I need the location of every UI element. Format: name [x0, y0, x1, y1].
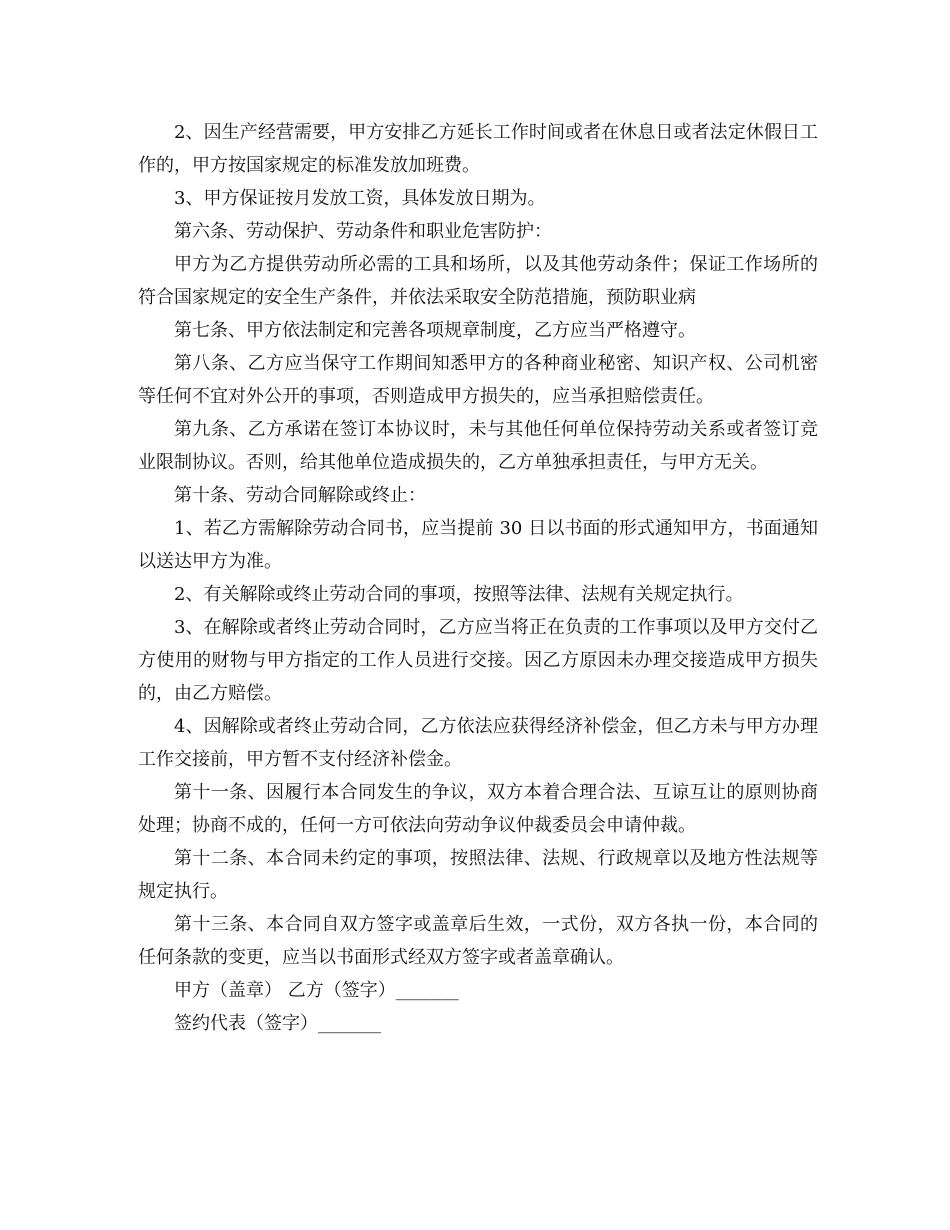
paragraph-termination-notice: 1、若乙方需解除劳动合同书，应当提前 30 日以书面的形式通知甲方，书面通知以送达甲方为准。	[138, 518, 818, 572]
signature-line-parties: 甲方（盖章） 乙方（签字）_______	[174, 980, 459, 1001]
contract-body	[138, 116, 818, 1040]
paragraph-article-11: 第十一条、因履行本合同发生的争议，双方本着合理合法、互谅互让的原则协商处理；协商不成的，任何一方可依法向劳动争议仲裁委员会申请仲裁。	[138, 782, 818, 836]
paragraph-article-13: 第十三条、本合同自双方签字或盖章后生效，一式份，双方各执一份，本合同的任何条款的变更，应当以书面形式经双方签字或者盖章确认。	[138, 914, 818, 968]
paragraph-article-9: 第九条、乙方承诺在签订本协议时，未与其他任何单位保持劳动关系或者签订竞业限制协议。否则，给其他单位造成损失的，乙方单独承担责任，与甲方无关。	[138, 419, 818, 473]
signature-line-representative: 签约代表（签字）_______	[174, 1013, 381, 1034]
paragraph-compensation: 4、因解除或者终止劳动合同，乙方依法应获得经济补偿金，但乙方未与甲方办理工作交接前，甲方暂不支付经济补偿金。	[138, 716, 818, 770]
paragraph-salary-date: 3、甲方保证按月发放工资，具体发放日期为。	[174, 188, 546, 209]
paragraph-article-7: 第七条、甲方依法制定和完善各项规章制度，乙方应当严格遵守。	[174, 320, 696, 341]
paragraph-overtime-pay: 2、因生产经营需要，甲方安排乙方延长工作时间或者在休息日或者法定休假日工作的，甲方按国家规定的标准发放加班费。	[138, 122, 818, 176]
paragraph-article-8: 第八条、乙方应当保守工作期间知悉甲方的各种商业秘密、知识产权、公司机密等任何不宜对外公开的事项，否则造成甲方损失的，应当承担赔偿责任。	[138, 353, 818, 407]
paragraph-handover: 3、在解除或者终止劳动合同时，乙方应当将正在负责的工作事项以及甲方交付乙方使用的财物与甲方指定的工作人员进行交接。因乙方原因未办理交接造成甲方损失的，由乙方赔偿。	[138, 617, 818, 704]
paragraph-termination-laws: 2、有关解除或终止劳动合同的事项，按照等法律、法规有关规定执行。	[174, 584, 744, 605]
paragraph-labor-protection: 甲方为乙方提供劳动所必需的工具和场所，以及其他劳动条件；保证工作场所的符合国家规定的安全生产条件，并依法采取安全防范措施，预防职业病	[138, 254, 818, 308]
paragraph-article-12: 第十二条、本合同未约定的事项，按照法律、法规、行政规章以及地方性法规等规定执行。	[138, 848, 818, 902]
heading-article-10: 第十条、劳动合同解除或终止：	[174, 485, 426, 506]
heading-article-6: 第六条、劳动保护、劳动条件和职业危害防护：	[174, 221, 552, 242]
